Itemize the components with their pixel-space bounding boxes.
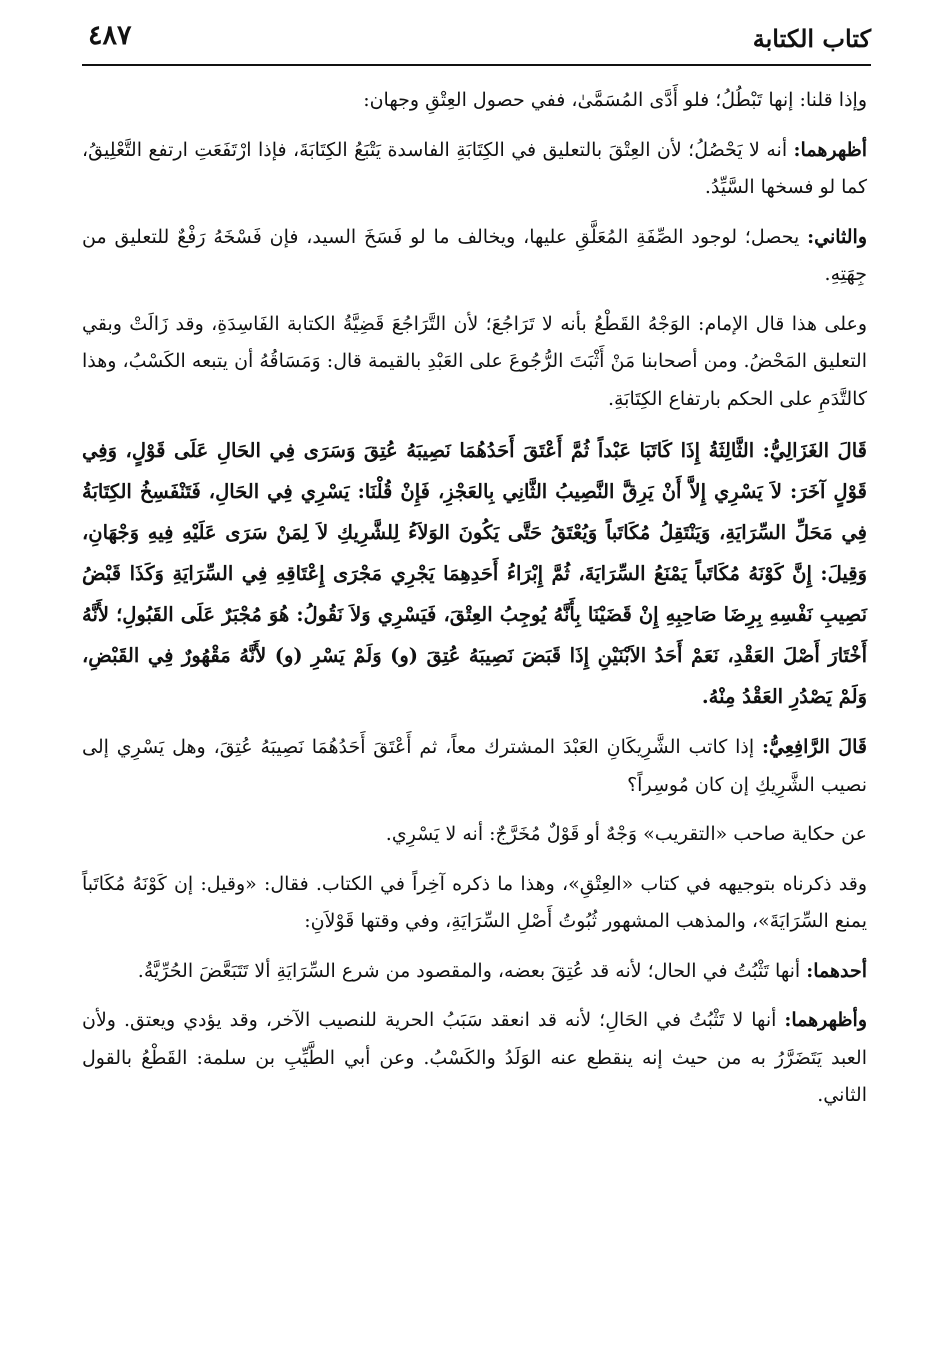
paragraph-text: وعلى هذا قال الإمام: الوَجْهُ القَطْعُ بأنه لا تَرَاجُعَ؛ لأن التَّرَاجُعَ قَضِيَّةُ الكتابة الفَاسِدَةِ، وقد زَالَتْ وبقي التعليق المَحْضُ. ومن أصحابنا مَنْ أَثْبَتَ الرُّجُوعَ على العَبْدِ بالقيمة قال: وَمَسَاقُهُ أن يتبعه الكَسْبُ، وهذا كالتَّدَمِ على الحكم بارتفاع الكِتَابَةِ. (82, 312, 867, 410)
paragraph-text: أنها لا تَثْبُتُ في الحَالِ؛ لأنه قد انعقد سَبَبُ الحرية للنصيب الآخر، وقد يؤدي ويعتق. ولأن العبد يَتَضَرَّرُ به من حيث إنه ينقطع عنه الوَلَدُ والكَسْبُ. وعن أبي الطَّيِّبِ بن سلمة: القَطْعُ بالقول الثاني. (82, 1009, 867, 1106)
paragraph-lead: والثاني: (807, 225, 867, 248)
page-number: ٤٨٧ (88, 20, 132, 51)
paragraph (82, 866, 867, 941)
paragraph-text: عن حكاية صاحب «التقريب» وَجْهٌ أو قَوْلٌ مُخَرَّجٌ: أنه لا يَسْرِي. (385, 823, 867, 845)
paragraph-text: الثَّالِثَةُ إِذَا كَاتَبَا عَبْداً ثُمَّ أَعْتَقَ أَحَدُهُمَا نَصِيبَهُ عُتِقَ وَسَرَى فِي الحَالِ عَلَى قَوْلٍ، وَفِي قَوْلٍ آخَرَ: لاَ يَسْرِي إِلاَّ أَنْ يَرِقَّ النَّصِيبُ الثَّانِي بِالعَجْزِ، فَإِنْ قُلْنَا: يَسْرِي فِي الحَالِ، فَتَنْفَسِخُ الكِتَابَةُ فِي مَحَلِّ السِّرَايَةِ، وَيَنْتَقِلُ مُكَاتَباً وَيُعْتَقُ حَتَّى يَكُونَ الوَلاَءُ لِلشَّرِيكِ لاَ لِمَنْ سَرَى عَلَيْهِ فِيهِ وَجْهَانِ، وَقِيلَ: إِنَّ كَوْنَهُ مُكَاتَباً يَمْنَعُ السِّرَايَةَ، ثُمَّ إِبْرَاءُ أَحَدِهِمَا يَجْرِي مَجْرَى إِعْتَاقِهِ فِي السِّرَايَةِ وَكَذَا قَبْضُ نَصِيبِ نَفْسِهِ بِرِضَا صَاحِبِهِ إِنْ قَضَيْنَا بِأَنَّهُ يُوجِبُ العِتْقَ، فَيَسْرِي وَلاَ نَقُولُ: هُوَ مُجْبَرٌ عَلَى القَبُولِ؛ لأَنَّهُ أَخْتَارَ أَصْلَ العَقْدِ، نَعَمْ أَحَدُ الاَبْنَيْنِ إِذَا قَبَضَ نَصِيبَهُ عُتِقَ (و) وَلَمْ يَسْرِ (و) لأَنَّهُ مَقْهُورٌ فِي القَبْضِ، وَلَمْ يَصْدُرِ العَقْدُ مِنْهُ. (82, 439, 867, 708)
paragraph (82, 132, 867, 207)
paragraph-lead: قَالَ الرَّافِعِيُّ: (761, 736, 867, 758)
paragraph-lead: أحدهما: (806, 959, 867, 982)
paragraph-text: وإذا قلنا: إنها تَبْطُلُ؛ فلو أَدَّى المُسَمَّىٰ، ففي حصول العِتْقِ وجهان: (363, 89, 867, 111)
paragraph (82, 306, 867, 419)
paragraph-text: وقد ذكرناه بتوجيهه في كتاب «العِتْقِ»، وهذا ما ذكره آخِراً في الكتاب. فقال: «وقيل: إن كَوْنَهُ مُكَاتَباً يمنع السِّرَايَةَ»، والمذهب المشهور ثُبُوتُ أَصْلِ السِّرَايَةِ، وفي وقتها قَوْلاَنِ: (82, 872, 867, 932)
page-header (82, 20, 871, 66)
running-title: كتاب الكتابة (752, 24, 871, 53)
matn-paragraph (82, 430, 867, 717)
paragraph-lead: أظهرهما: (793, 138, 867, 161)
paragraph (82, 1002, 867, 1115)
paragraph-text: إذا كاتب الشَّرِيكَانِ العَبْدَ المشترك معاً، ثم أَعْتَقَ أَحَدُهُمَا نَصِيبَهُ عُتِقَ، وهل يَسْرِي إلى نصيب الشَّرِيكِ إن كان مُوسِراً؟ (82, 736, 867, 796)
paragraph (82, 82, 867, 120)
paragraph (82, 219, 867, 294)
paragraph (82, 816, 867, 854)
paragraph-lead: وأظهرهما: (784, 1009, 867, 1031)
paragraph-text: أنه لا يَحْصُلُ؛ لأن العِتْقَ بالتعليق في الكِتَابَةِ الفاسدة يَتْبَعُ الكِتَابَةَ، فإذا ارْتَفَعَتِ ارتفع التَّعْلِيقُ، كما لو فسخها السَّيِّدُ. (82, 138, 867, 198)
paragraph-text: يحصل؛ لوجود الصِّفَةِ المُعَلَّقِ عليها، ويخالف ما لو فَسَخَ السيد، فإن فَسْخَهُ رَفْعٌ للتعليق من جِهَتِهِ. (82, 225, 867, 285)
paragraph-text: أنها تَثْبُتُ في الحال؛ لأنه قد عُتِقَ بعضه، والمقصود من شرع السِّرَايَةِ ألا تَتَبَعَّضَ الحُرِّيَّةُ. (137, 959, 807, 982)
paragraph (82, 729, 867, 804)
paragraph (82, 953, 867, 991)
page-body (82, 82, 867, 1127)
paragraph-lead: قَالَ الغَزَالِيُّ: (762, 439, 867, 462)
